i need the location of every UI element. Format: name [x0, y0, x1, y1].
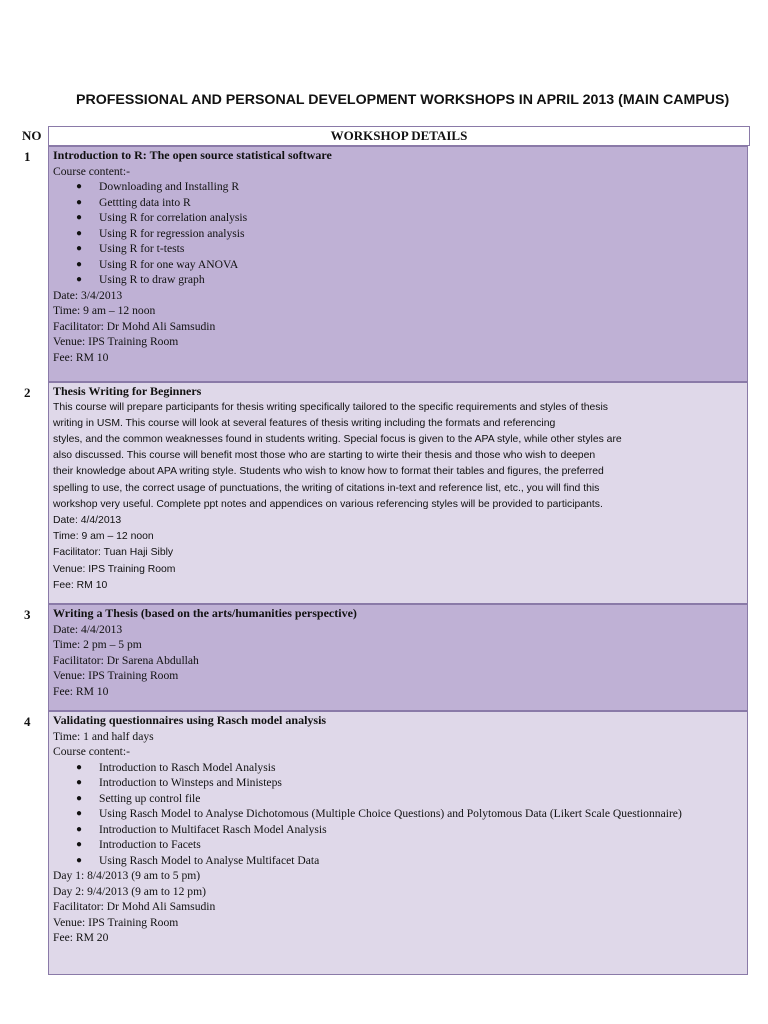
workshop-date: Date: 4/4/2013 — [53, 622, 123, 636]
list-item: ● Introduction to Rasch Model Analysis — [76, 760, 276, 774]
workshop-details — [48, 711, 748, 975]
bullet-icon: ● — [76, 227, 83, 239]
workshop-facilitator: Facilitator: Dr Mohd Ali Samsudin — [53, 319, 216, 333]
list-item: ● Using R for t-tests — [76, 242, 185, 255]
course-content-list — [53, 760, 743, 869]
description-line: their knowledge about APA writing style. Students who wish to know how to format their tables and figures, the preferred — [53, 466, 604, 478]
list-item: ● Using R for regression analysis — [76, 226, 245, 240]
workshop-fee: Fee: RM 10 — [53, 350, 109, 364]
column-header-workshop-details: WORKSHOP DETAILS — [48, 126, 750, 146]
workshop-venue: Venue: IPS Training Room — [53, 563, 176, 575]
workshop-venue: Venue: IPS Training Room — [53, 335, 179, 348]
bullet-icon: ● — [76, 274, 83, 285]
description-line: workshop very useful. Complete ppt notes and appendices on various referencing styles will be provided to participants. — [53, 498, 603, 510]
list-item: ● Using R for correlation analysis — [76, 211, 248, 224]
description-line: This course will prepare participants for thesis writing specifically tailored to the specific requirements and styles of thesis — [53, 401, 608, 413]
bullet-icon: ● — [76, 792, 83, 804]
column-header-no: NO — [22, 128, 42, 143]
list-item: ● Gettting data into R — [76, 195, 191, 209]
list-item: ● Using Rasch Model to Analyse Multifacet Data — [76, 853, 320, 867]
workshop-facilitator: Facilitator: Dr Sarena Abdullah — [53, 653, 199, 667]
bullet-icon: ● — [76, 243, 83, 254]
list-item: ● Using Rasch Model to Analyse Dichotomous (Multiple Choice Questions) and Polytomous Data (Likert Scale Questionnaire) — [76, 807, 682, 820]
workshop-venue: Venue: IPS Training Room — [53, 915, 179, 929]
workshop-date: Date: 3/4/2013 — [53, 288, 123, 302]
bullet-icon: ● — [76, 839, 83, 850]
course-content-label: Course content:- — [53, 745, 130, 758]
workshop-duration: Time: 1 and half days — [53, 729, 154, 743]
workshop-fee: Fee: RM 10 — [53, 579, 108, 591]
workshop-number: 4 — [24, 714, 31, 729]
description-line: spelling to use, the correct usage of punctuations, the writing of citations in-text and reference list, etc., you will find this — [53, 482, 600, 494]
workshop-title: Writing a Thesis (based on the arts/humanities perspective) — [53, 606, 357, 620]
list-item: ● Introduction to Winsteps and Ministeps — [76, 776, 282, 789]
description-line: also discussed. This course will benefit most those who are starting to wirte their thesis and those who wish to deepen — [53, 450, 596, 462]
workshop-details — [48, 146, 748, 382]
workshop-number: 3 — [24, 607, 31, 622]
course-content-label: Course content:- — [53, 164, 130, 178]
workshop-fee: Fee: RM 10 — [53, 684, 109, 698]
list-item: ● Setting up control file — [76, 791, 201, 805]
bullet-icon: ● — [76, 854, 83, 866]
list-item: ● Using R to draw graph — [76, 273, 205, 286]
workshop-time: Time: 2 pm – 5 pm — [53, 638, 142, 651]
bullet-icon: ● — [76, 808, 83, 819]
page-title: PROFESSIONAL AND PERSONAL DEVELOPMENT WORKSHOPS IN APRIL 2013 (MAIN CAMPUS) — [76, 92, 730, 108]
workshop-details — [48, 604, 748, 711]
list-item: ● Downloading and Installing R — [76, 180, 240, 193]
list-item: ● Using R for one way ANOVA — [76, 257, 239, 271]
list-item: ● Introduction to Multifacet Rasch Model Analysis — [76, 822, 327, 836]
workshop-fee: Fee: RM 20 — [53, 931, 109, 944]
bullet-icon: ● — [76, 212, 83, 223]
bullet-icon: ● — [76, 181, 83, 192]
workshop-number: 2 — [24, 385, 31, 400]
description-line: writing in USM. This course will look at several features of thesis writing including the formats and referencing — [53, 417, 556, 429]
workshop-title: Thesis Writing for Beginners — [53, 384, 202, 398]
course-content-list — [53, 179, 743, 288]
list-item: ● Introduction to Facets — [76, 838, 201, 851]
table-header — [22, 126, 750, 146]
bullet-icon: ● — [76, 761, 83, 773]
bullet-icon: ● — [76, 823, 83, 835]
bullet-icon: ● — [76, 777, 83, 788]
workshop-time: Time: 9 am – 12 noon — [53, 304, 156, 317]
bullet-icon: ● — [76, 258, 83, 270]
workshop-date: Date: 4/4/2013 — [53, 514, 122, 526]
workshop-facilitator: Facilitator: Tuan Haji Sibly — [53, 547, 174, 559]
workshop-title: Introduction to R: The open source statistical software — [53, 148, 332, 162]
workshop-title: Validating questionnaires using Rasch model analysis — [53, 713, 327, 727]
workshop-description — [53, 400, 743, 513]
workshop-venue: Venue: IPS Training Room — [53, 669, 179, 682]
workshop-number: 1 — [24, 149, 31, 164]
description-line: styles, and the common weaknesses found in students writing. Special focus is given to the APA style, while other styles are — [53, 433, 622, 445]
workshop-time: Time: 9 am – 12 noon — [53, 531, 154, 543]
workshop-details — [48, 382, 748, 604]
workshop-day-1: Day 1: 8/4/2013 (9 am to 5 pm) — [53, 869, 201, 882]
workshop-facilitator: Facilitator: Dr Mohd Ali Samsudin — [53, 900, 216, 913]
workshop-day-2: Day 2: 9/4/2013 (9 am to 12 pm) — [53, 884, 206, 898]
bullet-icon: ● — [76, 196, 83, 208]
